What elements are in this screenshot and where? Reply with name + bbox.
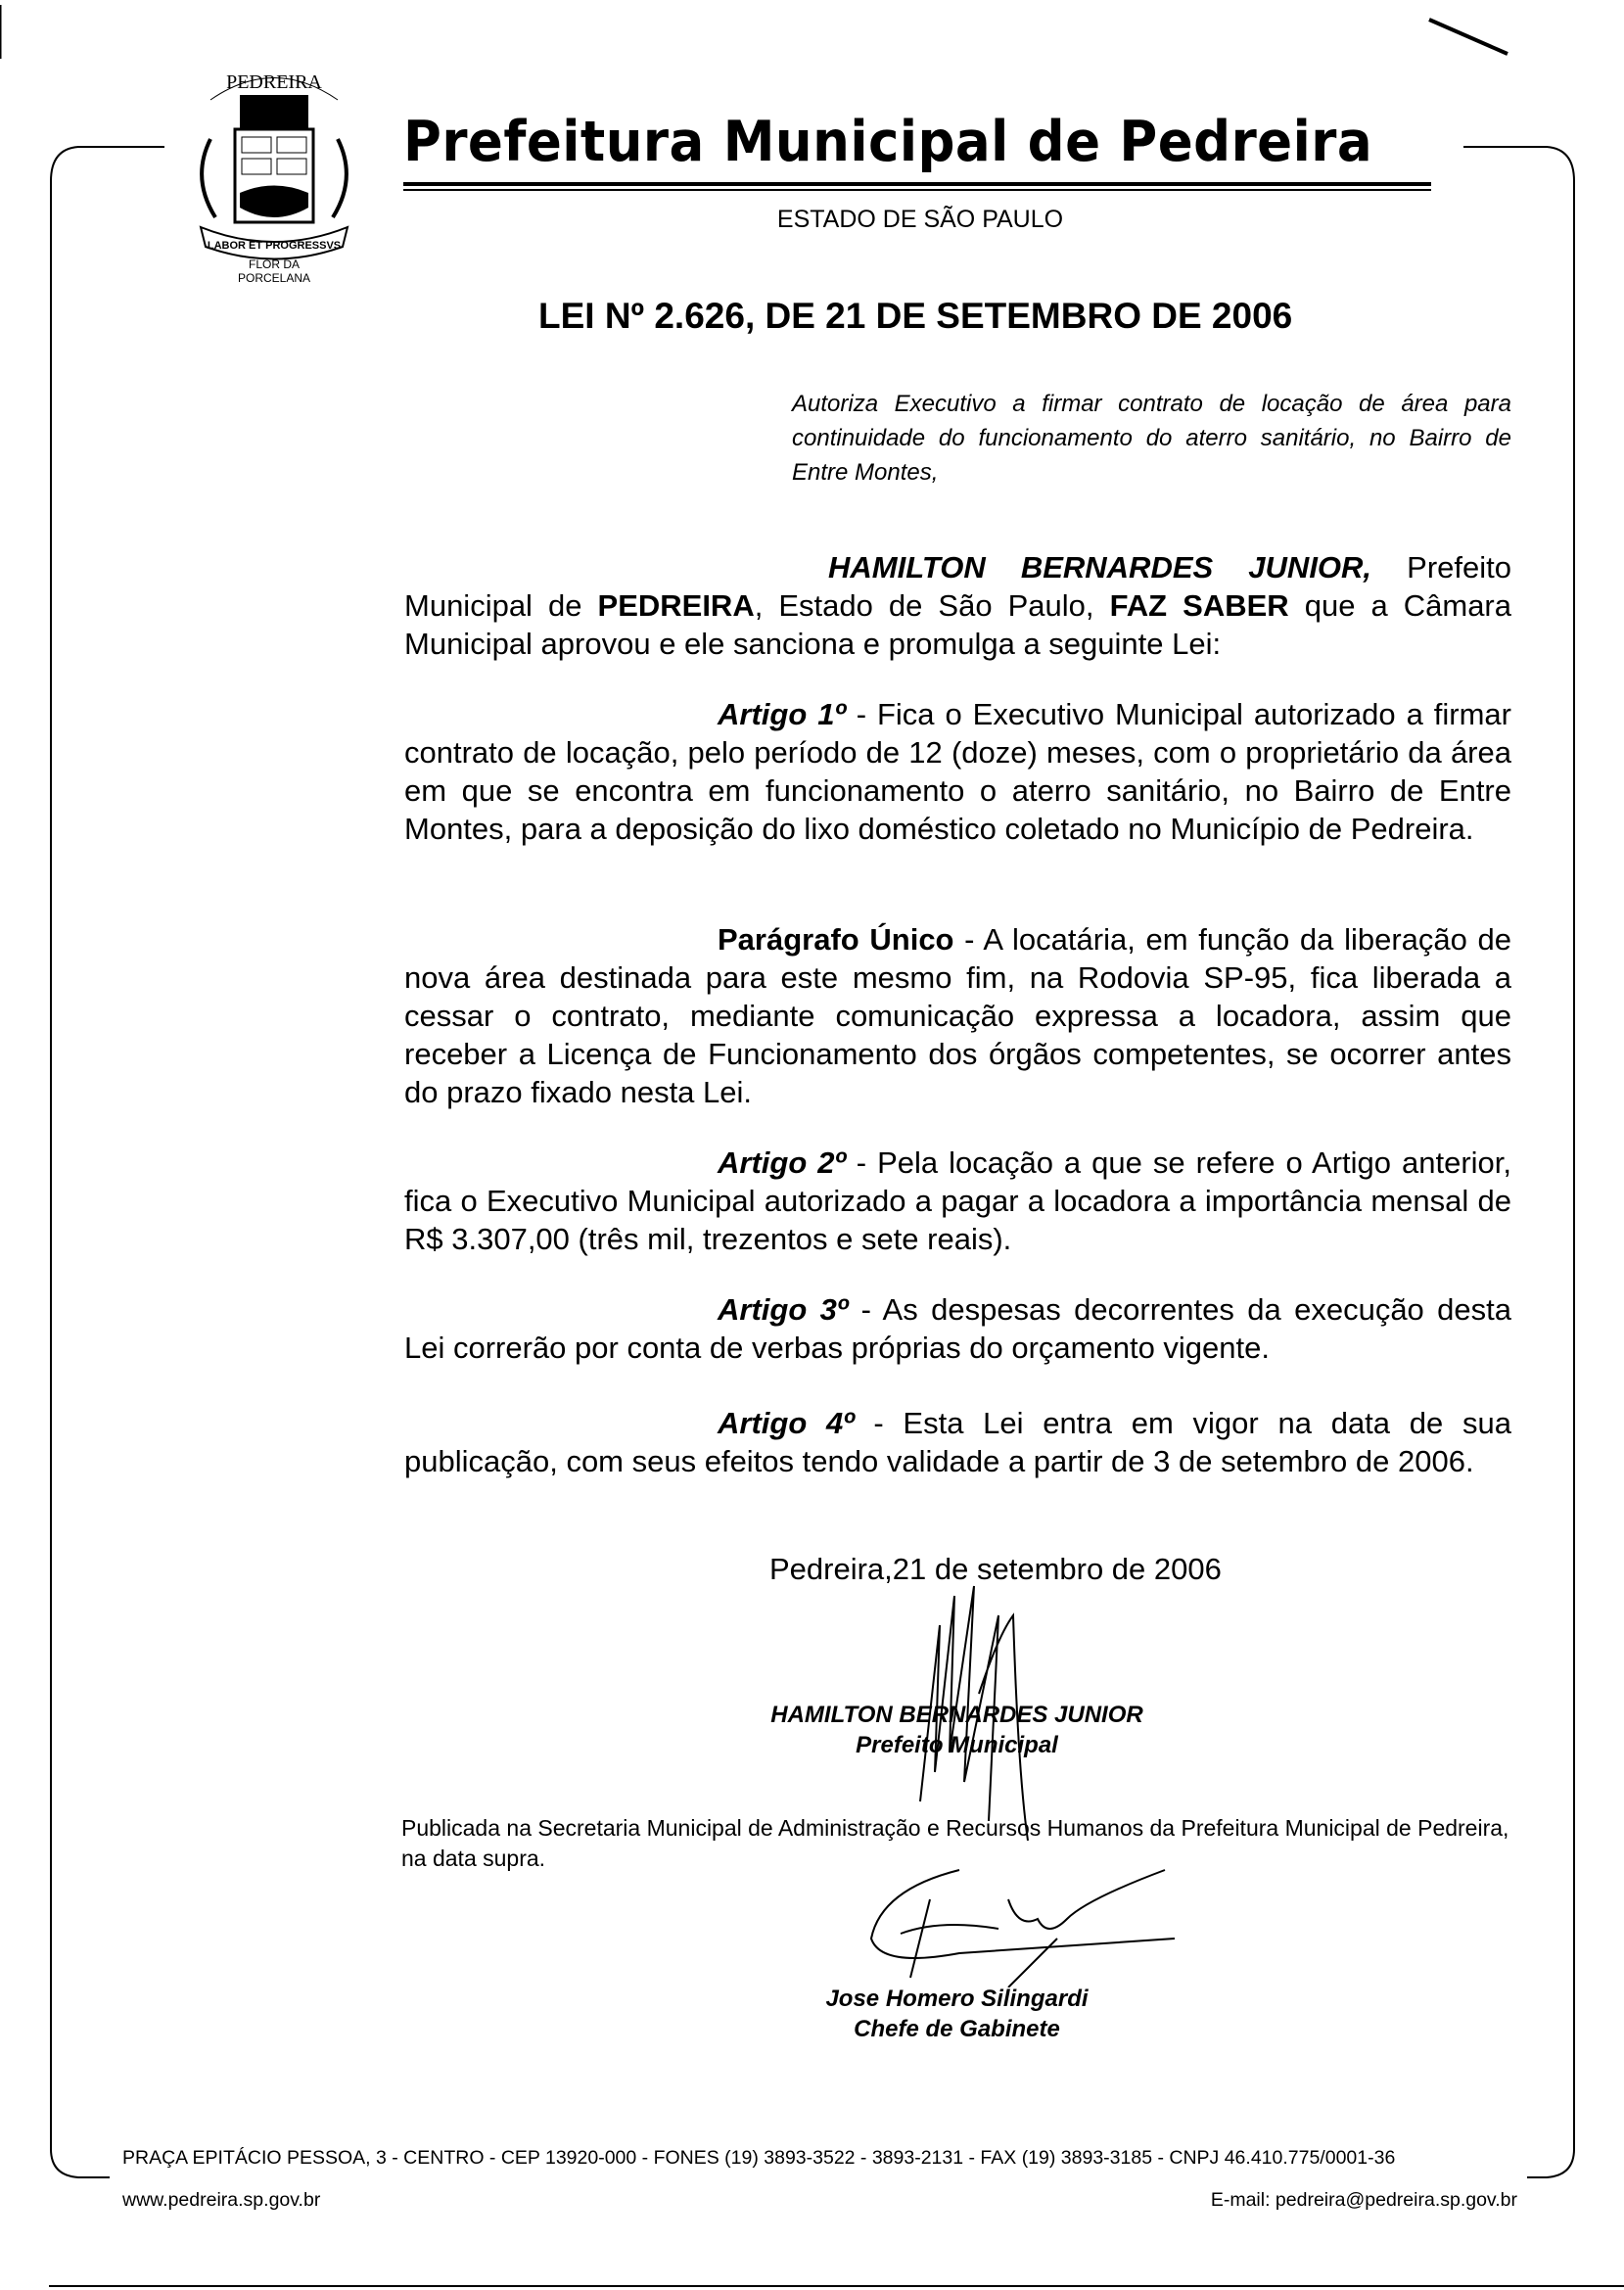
mayor-name: HAMILTON BERNARDES JUNIOR, xyxy=(828,550,1372,584)
article-label: Artigo 3º xyxy=(718,1292,849,1327)
svg-text:PORCELANA: PORCELANA xyxy=(237,271,311,285)
paragrafo-unico xyxy=(404,920,1511,1111)
article-text: - Esta Lei entra em vigor na data de sua publicação, com seus efeitos tendo validade a partir de 3 de setembro de 2006. xyxy=(404,1406,1511,1478)
municipal-crest-logo xyxy=(171,61,377,286)
article-3 xyxy=(404,1290,1511,1367)
footer-contacts xyxy=(122,2189,1517,2212)
article-text: - Pela locação a que se refere o Artigo anterior, fica o Executivo Municipal autorizado a pagar a locadora a importância mensal de R$ 3.307,00 (três mil, trezentos e sete reais). xyxy=(404,1145,1512,1256)
article-label: Parágrafo Único xyxy=(718,922,954,957)
publication-note: Publicada na Secretaria Municipal de Administração e Recursos Humanos da Prefeitura Municipal de Pedreira, na data supra. xyxy=(401,1815,1509,1871)
article-label: Artigo 1º xyxy=(718,697,846,731)
footer-address: PRAÇA EPITÁCIO PESSOA, 3 - CENTRO - CEP 13920-000 - FONES (19) 3893-3522 - 3893-2131 - FAX (19) 3893-3185 - CNPJ 46.410.775/0001-36 xyxy=(122,2147,1396,2169)
intro-text: que a Câmara Municipal aprovou e ele sanciona e promulga a seguinte Lei: xyxy=(404,588,1511,661)
email-link[interactable]: E-mail: pedreira@pedreira.sp.gov.br xyxy=(1210,2189,1517,2211)
header-state: ESTADO DE SÃO PAULO xyxy=(776,206,1064,233)
signer1-role: Prefeito Municipal xyxy=(856,1732,1058,1758)
article-text: - A locatária, em função da liberação de nova área destinada para este mesmo fim, na Rodovia SP-95, fica liberada a cessar o contrato, mediante comunicação expressa a locadora, assim que receber a Licença de Funcionamento dos órgãos competentes, se ocorrer antes do prazo fixado nesta Lei. xyxy=(404,922,1512,1109)
article-1 xyxy=(404,695,1511,848)
intro-paragraph xyxy=(404,548,1511,663)
article-text: - Fica o Executivo Municipal autorizado a firmar contrato de locação, pelo período de 12 (doze) meses, com o proprietário da área em que se encontra em funcionamento o aterro sanitário, no Bairro de Entre Montes, para a deposição do lixo doméstico coletado no Município de Pedreira. xyxy=(404,697,1511,846)
svg-text:PEDREIRA: PEDREIRA xyxy=(226,71,322,93)
chief-signature xyxy=(861,1860,1194,1987)
intro-text: Prefeito Municipal de xyxy=(404,550,1511,623)
article-label: Artigo 4º xyxy=(718,1406,855,1440)
title-rule-thin xyxy=(403,189,1431,191)
signer2-name: Jose Homero Silingardi xyxy=(825,1986,1089,2012)
article-text: - As despesas decorrentes da execução desta Lei correrão por conta de verbas próprias do orçamento vigente. xyxy=(404,1292,1512,1365)
signer2-role: Chefe de Gabinete xyxy=(854,2016,1060,2042)
signer1-name: HAMILTON BERNARDES JUNIOR xyxy=(770,1702,1143,1728)
intro-text: , Estado de São Paulo, xyxy=(754,588,1110,623)
svg-text:LABOR ET PROGRESSVS: LABOR ET PROGRESSVS xyxy=(207,240,342,252)
signing-date: Pedreira,21 de setembro de 2006 xyxy=(769,1552,1222,1586)
website-link[interactable]: www.pedreira.sp.gov.br xyxy=(122,2189,321,2211)
article-2 xyxy=(404,1144,1511,1258)
city-name: PEDREIRA xyxy=(597,588,755,623)
header-title: Prefeitura Municipal de Pedreira xyxy=(403,110,1373,174)
svg-text:FLOR DA: FLOR DA xyxy=(248,257,301,271)
article-4 xyxy=(404,1404,1511,1480)
law-heading: LEI Nº 2.626, DE 21 DE SETEMBRO DE 2006 xyxy=(538,296,1293,336)
article-label: Artigo 2º xyxy=(718,1145,846,1180)
title-rule xyxy=(403,182,1431,186)
faz-saber: FAZ SABER xyxy=(1109,588,1289,623)
law-summary: Autoriza Executivo a firmar contrato de locação de área para continuidade do funcionamento do aterro sanitário, no Bairro de Entre Montes, xyxy=(792,391,1511,486)
